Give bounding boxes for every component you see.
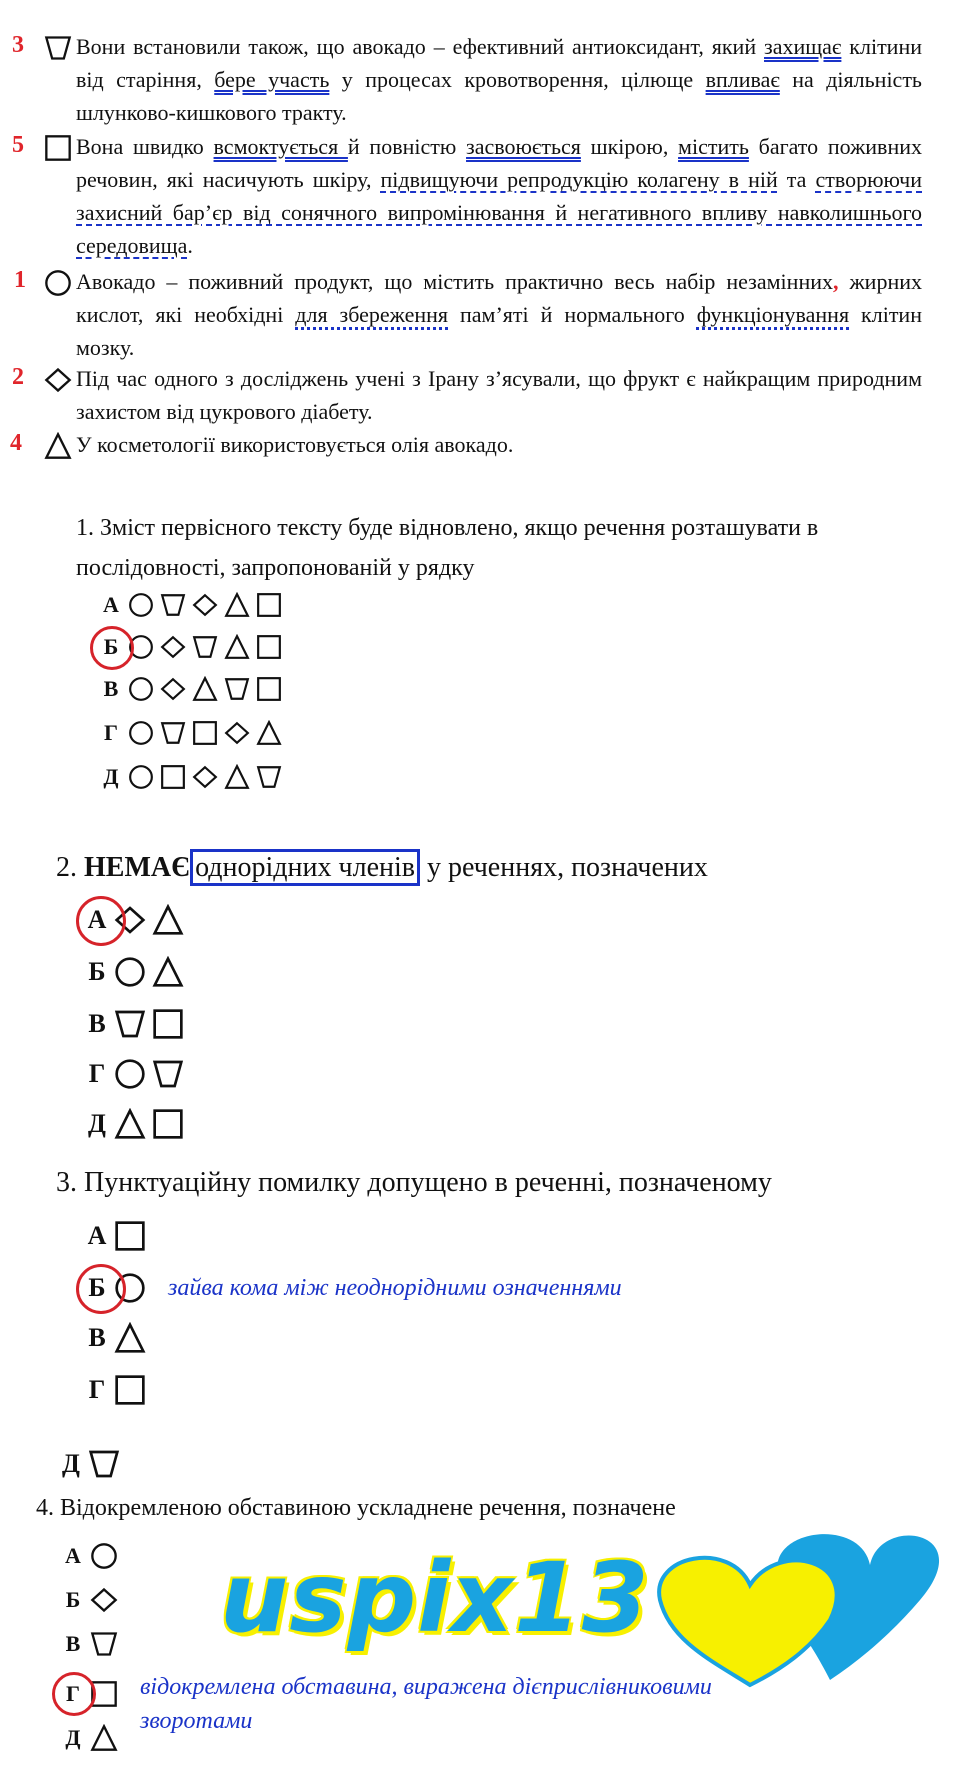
circle-icon bbox=[128, 764, 154, 790]
circle-icon bbox=[128, 592, 154, 618]
sentence-fragment: Вона швидко bbox=[76, 134, 214, 159]
triangle-icon bbox=[152, 956, 184, 988]
answer-circle-mark bbox=[90, 626, 134, 670]
circle-icon bbox=[44, 269, 72, 297]
question-3-comment: зайва кома між неоднорідними означеннями bbox=[168, 1275, 622, 1301]
triangle-icon bbox=[90, 1724, 118, 1752]
square-icon bbox=[114, 1220, 146, 1252]
square-icon bbox=[160, 764, 186, 790]
sentence-fragment: Під час одного з досліджень учені з Ірану з’ясували, що фрукт є найкращим природним захистом від цукрового діабету. bbox=[76, 366, 922, 424]
option-Г[interactable] bbox=[86, 1374, 146, 1406]
trapezoid-icon bbox=[152, 1058, 184, 1090]
question-3-title: 3. Пунктуаційну помилку допущено в реченні, позначеному bbox=[56, 1167, 772, 1198]
sentence-fragment: й повністю bbox=[347, 134, 467, 159]
triangle-icon bbox=[224, 764, 250, 790]
trapezoid-icon bbox=[160, 720, 186, 746]
option-В[interactable] bbox=[62, 1630, 118, 1658]
diamond-icon bbox=[192, 592, 218, 618]
triangle-icon bbox=[224, 634, 250, 660]
question-1-title-line1: 1. Зміст первісного тексту буде відновлено, якщо речення розташувати в bbox=[76, 515, 819, 541]
option-letter: Д bbox=[62, 1449, 80, 1478]
sentence-fragment: створюючи захисний бар’єр від сонячного випромінювання й негативного впливу навколишнього середовища bbox=[76, 167, 922, 258]
option-letter: Г bbox=[88, 1059, 106, 1088]
sentence-fragment: на діяльність шлунково-кишкового тракту. bbox=[76, 67, 922, 125]
triangle-icon bbox=[192, 676, 218, 702]
question-1-title-line2: послідовності, запропонованій у рядку bbox=[76, 555, 475, 581]
diamond-icon bbox=[90, 1586, 118, 1614]
sentence-fragment: клітини від старіння, bbox=[76, 34, 923, 92]
sentence-fragment: багато поживних речовин, які насичують шкіру, bbox=[76, 134, 922, 192]
option-Б[interactable] bbox=[62, 1586, 118, 1614]
answer-circle-mark bbox=[76, 896, 126, 946]
diamond-icon bbox=[160, 676, 186, 702]
sentence-text bbox=[76, 428, 922, 461]
circle-icon bbox=[90, 1542, 118, 1570]
sentence-fragment: У косметології використовується олія авокадо. bbox=[76, 432, 514, 457]
answer-circle-mark bbox=[76, 1264, 126, 1314]
sentence-fragment: підвищуючи репродукцію колагену в ній bbox=[380, 167, 778, 192]
option-А[interactable] bbox=[86, 1220, 146, 1252]
square-icon bbox=[152, 1108, 184, 1140]
diamond-icon bbox=[44, 366, 72, 394]
option-letter: А bbox=[87, 1221, 107, 1250]
option-Д[interactable] bbox=[60, 1448, 120, 1480]
option-letter: Д bbox=[65, 1725, 81, 1750]
square-icon bbox=[256, 634, 282, 660]
trapezoid-icon bbox=[88, 1448, 120, 1480]
option-В[interactable] bbox=[100, 676, 282, 702]
option-letter: А bbox=[87, 905, 107, 934]
option-Г[interactable] bbox=[86, 1058, 184, 1090]
square-icon bbox=[256, 676, 282, 702]
option-letter: В bbox=[103, 676, 119, 701]
sentence-fragment: бере участь bbox=[214, 67, 330, 92]
square-icon bbox=[114, 1374, 146, 1406]
option-В[interactable] bbox=[86, 1322, 146, 1354]
sentence-text bbox=[76, 362, 922, 428]
sentence-number: 2 bbox=[12, 364, 24, 390]
question-2-title bbox=[56, 852, 708, 884]
option-А[interactable] bbox=[62, 1542, 118, 1570]
triangle-icon bbox=[152, 904, 184, 936]
option-Д[interactable] bbox=[100, 764, 282, 790]
circle-icon bbox=[114, 956, 146, 988]
sentence-fragment: . bbox=[187, 233, 193, 258]
square-icon bbox=[256, 592, 282, 618]
watermark bbox=[220, 1520, 940, 1690]
sentence-fragment: у процесах кровотворення, цілюще bbox=[329, 67, 706, 92]
option-В[interactable] bbox=[86, 1008, 184, 1040]
option-Д[interactable] bbox=[62, 1724, 118, 1752]
sentence-fragment: Вони встановили також, що авокадо – ефективний антиоксидант, який bbox=[76, 34, 764, 59]
option-Б[interactable] bbox=[86, 956, 184, 988]
sentence-fragment: пам’яті й нормального bbox=[448, 302, 697, 327]
sentence-fragment: містить bbox=[678, 134, 749, 159]
triangle-icon bbox=[114, 1322, 146, 1354]
circle-icon bbox=[114, 1058, 146, 1090]
sentence-fragment: та bbox=[777, 167, 816, 192]
sentence-fragment: для збереження bbox=[295, 302, 449, 327]
sentence-text bbox=[76, 265, 922, 364]
watermark-text: uspix13 bbox=[220, 1542, 650, 1654]
triangle-icon bbox=[224, 592, 250, 618]
option-letter: Д bbox=[103, 764, 119, 789]
question-4-title: 4. Відокремленою обставиною ускладнене речення, позначене bbox=[36, 1495, 676, 1521]
option-Г[interactable] bbox=[100, 720, 282, 746]
sentence-fragment: функціонування bbox=[696, 302, 850, 327]
sentence-number: 4 bbox=[10, 430, 22, 456]
diamond-icon bbox=[192, 764, 218, 790]
question-4-comment-line2: зворотами bbox=[140, 1708, 253, 1734]
option-letter: А bbox=[65, 1543, 81, 1568]
trapezoid-icon bbox=[224, 676, 250, 702]
question-2-rest: у реченнях, позначених bbox=[426, 852, 708, 883]
square-icon bbox=[152, 1008, 184, 1040]
question-2-bold: НЕМАЄ bbox=[84, 852, 191, 883]
sentence-fragment: всмоктується bbox=[213, 134, 348, 159]
sentence-number: 1 bbox=[14, 267, 26, 293]
trapezoid-icon bbox=[90, 1630, 118, 1658]
option-letter: Б bbox=[65, 1587, 81, 1612]
option-letter: В bbox=[88, 1323, 106, 1352]
option-letter: Г bbox=[88, 1375, 106, 1404]
sentence-fragment: , bbox=[833, 269, 839, 294]
sentence-shape bbox=[44, 34, 72, 67]
diamond-icon bbox=[160, 634, 186, 660]
circle-icon bbox=[128, 720, 154, 746]
sentence-fragment: засвоюється bbox=[466, 134, 581, 159]
sentence-text bbox=[76, 130, 922, 262]
option-letter: Б bbox=[88, 957, 106, 986]
option-letter: Г bbox=[66, 1681, 80, 1706]
triangle-icon bbox=[256, 720, 282, 746]
diamond-icon bbox=[224, 720, 250, 746]
sentence-fragment: впливає bbox=[705, 67, 780, 92]
sentence-fragment: шкірою, bbox=[580, 134, 679, 159]
answer-circle-mark bbox=[52, 1672, 96, 1716]
question-4-comment-line1: відокремлена обставина, виражена дієприслівниковими bbox=[140, 1674, 712, 1700]
option-letter: Б bbox=[103, 634, 119, 659]
question-1 bbox=[76, 508, 936, 588]
sentence-number: 5 bbox=[12, 132, 24, 158]
trapezoid-icon bbox=[160, 592, 186, 618]
option-letter: В bbox=[65, 1631, 81, 1656]
question-2-prefix: 2. bbox=[56, 852, 84, 883]
option-letter: Б bbox=[88, 1273, 106, 1302]
highlight-box: однорідних членів bbox=[190, 849, 420, 886]
triangle-icon bbox=[114, 1108, 146, 1140]
option-Д[interactable] bbox=[86, 1108, 184, 1140]
sentence-fragment: захищає bbox=[764, 34, 842, 59]
sentence-text bbox=[76, 30, 922, 129]
sentence-shape bbox=[44, 134, 72, 167]
sentence-shape bbox=[44, 432, 72, 465]
trapezoid-icon bbox=[44, 34, 72, 62]
square-icon bbox=[192, 720, 218, 746]
trapezoid-icon bbox=[114, 1008, 146, 1040]
sentence-fragment: жирних кислот, які необхідні bbox=[76, 269, 922, 327]
square-icon bbox=[44, 134, 72, 162]
option-letter: Г bbox=[104, 720, 118, 745]
sentence-shape bbox=[44, 366, 72, 399]
sentence-fragment: клітин мозку. bbox=[76, 302, 922, 360]
sentence-number: 3 bbox=[12, 32, 24, 58]
trapezoid-icon bbox=[192, 634, 218, 660]
sentence-fragment: Авокадо – поживний продукт, що містить практично весь набір незамінних bbox=[76, 269, 833, 294]
option-letter: Д bbox=[88, 1109, 106, 1138]
sentence-shape bbox=[44, 269, 72, 302]
option-letter: В bbox=[88, 1009, 106, 1038]
circle-icon bbox=[128, 676, 154, 702]
triangle-icon bbox=[44, 432, 72, 460]
option-letter: А bbox=[103, 592, 119, 617]
option-А[interactable] bbox=[100, 592, 282, 618]
trapezoid-icon bbox=[256, 764, 282, 790]
